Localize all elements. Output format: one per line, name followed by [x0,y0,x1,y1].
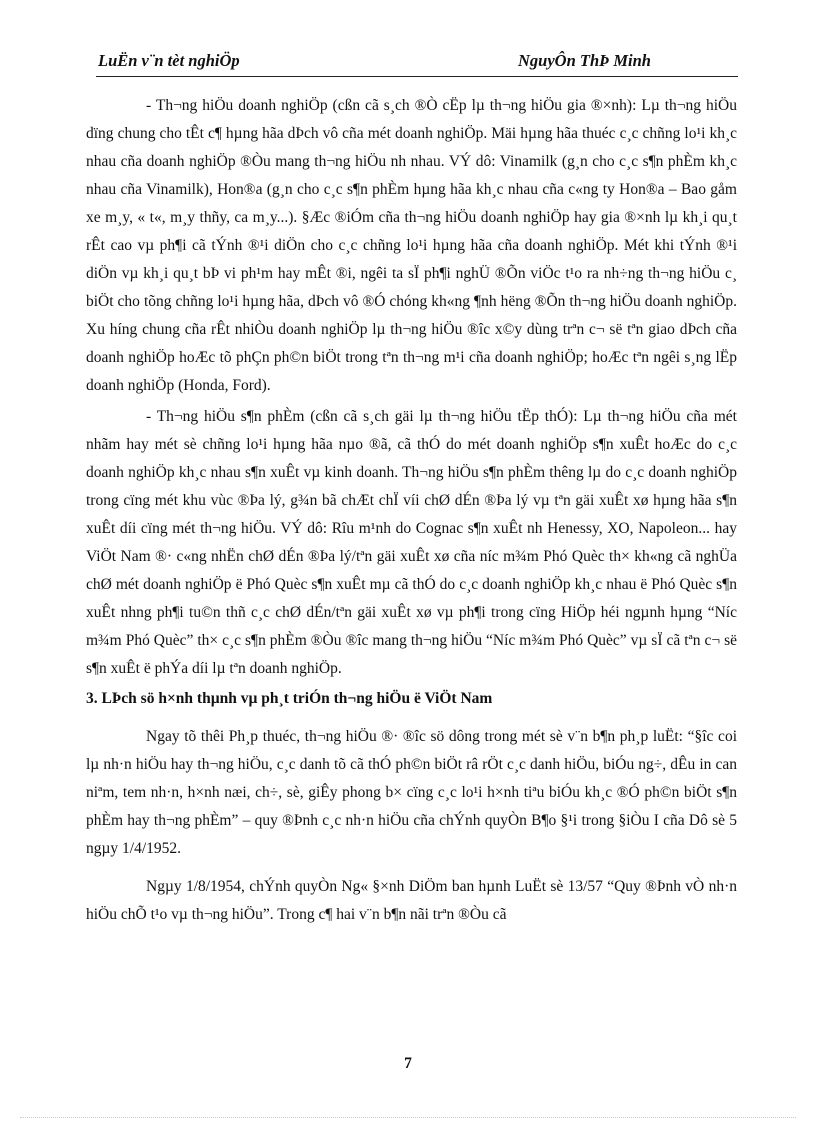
page-bottom-divider [20,1117,796,1118]
section-heading: 3. LÞch sö h×nh thµnh vµ ph¸t triÓn th¬ng hiÖu ë ViÖt Nam [86,689,493,707]
header-thesis-title: LuËn v¨n tèt nghiÖp [98,51,240,70]
paragraph-history-french-era: Ngay tõ thêi Ph¸p thuéc, th¬ng hiÖu ®· ®îc sö dông trong mét sè v¨n b¶n ph¸p luËt: “§îc coi lµ nh·n hiÖu hay th¬ng hiÖu, c¸c danh tõ cã thÓ ph©n biÖt râ rÖt c¸c danh hiÖu, biÓu ng÷, dÊu in can niªm, tem nh·n, h×nh næi, ch÷, sè, giÊy phong b× cïng c¸c lo¹i h×nh tiªu biÓu kh¸c ®Ó ph©n biÖt s¶n phÈm hay th¬ng phÈm” – quy ®Þnh c¸c nh·n hiÖu cña chÝnh quyÒn B¶o §¹i trong §iÒu I cña Dô sè 5 ngµy 1/4/1952. [86,727,737,858]
paragraph-history-1954: Ngµy 1/8/1954, chÝnh quyÒn Ng« §×nh DiÖm ban hµnh LuËt sè 13/57 “Quy ®Þnh vÒ nh·n hiÖu chÕ t¹o vµ th¬ng hiÖu”. Trong c¶ hai v¨n b¶n nãi trªn ®Òu cã [86,878,737,924]
paragraph-product-brand: - Th¬ng hiÖu s¶n phÈm (cßn cã s¸ch gäi lµ th¬ng hiÖu tËp thÓ): Lµ th¬ng hiÖu cña mét nhãm hay mét sè chñng lo¹i hµng hãa nµo ®ã, cã thÓ do mét doanh nghiÖp s¶n xuÊt hoÆc do c¸c doanh nghiÖp kh¸c nhau s¶n xuÊt vµ kinh doanh. Th¬ng hiÖu s¶n phÈm thêng lµ do c¸c doanh nghiÖp trong cïng mét khu vùc ®Þa lý, g¾n bã chÆt chÏ víi chØ dÉn ®Þa lý vµ tªn gäi xuÊt xø hµng hãa s¶n xuÊt díi cïng mét th¬ng hiÖu. VÝ dô: Rîu m¹nh do Cognac s¶n xuÊt nh Henessy, XO, Napoleon... hay ViÖt Nam ®· c«ng nhËn chØ dÉn ®Þa lý/tªn gäi xuÊt xø cña níc m¾m Phó Quèc th× kh«ng cã nghÜa chØ mét doanh nghiÖp ë Phó Quèc s¶n xuÊt mµ cã thÓ do c¸c doanh nghiÖp kh¸c nhau ë Phó Quèc s¶n xuÊt nhng ph¶i tu©n thñ c¸c chØ dÉn/tªn gäi xuÊt xø vµ ph¶i trong cïng HiÖp héi ngµnh hµng “Níc m¾m Phó Quèc” th× c¸c s¶n phÈm ®Òu ®îc mang th¬ng hiÖu “Níc m¾m Phó Quèc” vµ sÏ cã tªn c¬ së s¶n xuÊt ë phÝa díi lµ tªn doanh nghiÖp. [86,407,737,677]
page-header [96,50,738,77]
header-author-name: NguyÔn ThÞ Minh [518,51,651,70]
paragraph-corporate-brand: - Th¬ng hiÖu doanh nghiÖp (cßn cã s¸ch ®Ò cËp lµ th¬ng hiÖu gia ®×nh): Lµ th¬ng hiÖu dïng chung cho tÊt c¶ hµng hãa dÞch vô cña mét doanh nghiÖp. Mäi hµng hãa thuéc c¸c chñng lo¹i kh¸c nhau cña doanh nghiÖp ®Òu mang th¬ng hiÖu nh nhau. VÝ dô: Vinamilk (g¸n cho c¸c s¶n phÈm kh¸c nhau cña Vinamilk), Hon®a (g¸n cho c¸c s¶n phÈm hµng hãa kh¸c nhau cña c«ng ty Hon®a – Bao gåm xe m¸y, « t«, m¸y thñy, ca m¸y...). §Æc ®iÓm cña th¬ng hiÖu doanh nghiÖp hay gia ®×nh lµ kh¸i qu¸t rÊt cao vµ ph¶i cã tÝnh ®¹i diÖn cho c¸c chñng lo¹i hµng hãa cña doanh nghiÖp. Mét khi tÝnh ®¹i diÖn vµ kh¸i qu¸t bÞ vi ph¹m hay mÊt ®i, ngêi ta sÏ ph¶i nghÜ ®Õn viÖc t¹o ra nh÷ng th¬ng hiÖu c¸ biÖt cho tõng chñng lo¹i hµng hãa, dÞch vô ®Ó chóng kh«ng ¶nh hëng ®Õn th¬ng hiÖu doanh nghiÖp. Xu híng chung cña rÊt nhiÒu doanh nghiÖp lµ th¬ng hiÖu ®îc x©y dùng trªn c¬ së tªn giao dÞch cña doanh nghiÖp hoÆc tõ phÇn ph©n biÖt trong tªn th¬ng m¹i cña doanh nghiÖp; hoÆc tªn ngêi s¸ng lËp doanh nghiÖp (Honda, Ford). [86,97,737,395]
document-body [86,92,737,929]
page-number: 7 [404,1055,412,1072]
